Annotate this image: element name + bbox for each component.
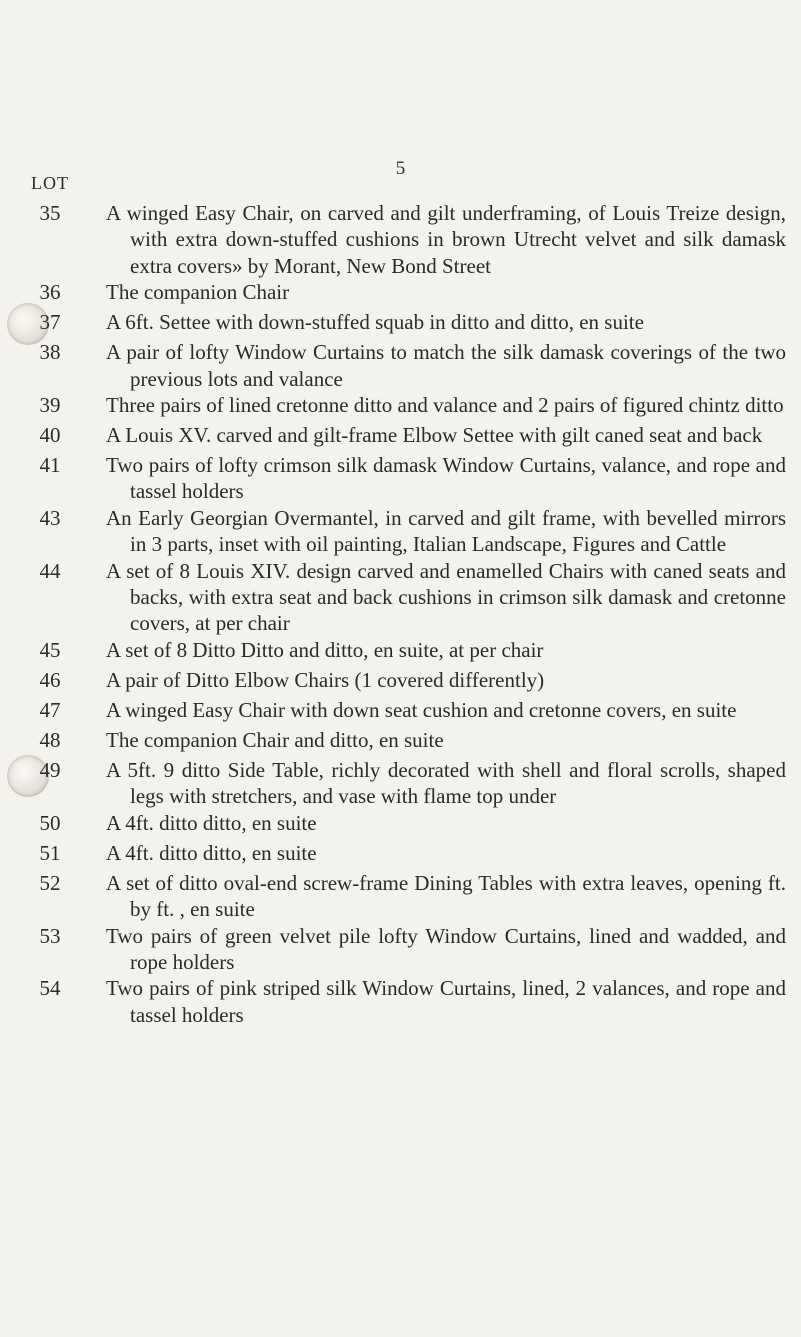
lot-description: A 6ft. Settee with down-stuffed squab in ditto and ditto, en suite — [106, 310, 644, 335]
lot-entry — [0, 637, 801, 667]
lot-number: 52 — [39, 870, 61, 895]
lot-description: A winged Easy Chair with down seat cushion and cretonne covers, en suite — [106, 697, 737, 722]
lot-number: 45 — [39, 637, 61, 662]
lot-entry — [0, 757, 801, 810]
lot-number: 47 — [39, 697, 61, 722]
lot-entry — [0, 923, 801, 976]
lot-entry — [0, 727, 801, 757]
lot-number: 40 — [39, 423, 61, 448]
lot-number: 43 — [39, 505, 61, 530]
lot-entry — [0, 975, 801, 1028]
lot-number: 49 — [39, 757, 61, 782]
lot-number: 50 — [39, 810, 61, 835]
lot-description: A pair of Ditto Elbow Chairs (1 covered differently) — [106, 667, 545, 692]
lot-entry — [0, 810, 801, 840]
lot-column-header: LOT — [31, 173, 69, 193]
lot-list — [0, 200, 801, 1028]
lot-description: Three pairs of lined cretonne ditto and valance and 2 pairs of figured chintz ditto — [106, 393, 784, 418]
lot-number: 53 — [39, 923, 61, 948]
lot-description: A Louis XV. carved and gilt-frame Elbow Settee with gilt caned seat and back — [106, 423, 763, 448]
lot-entry — [0, 200, 801, 279]
lot-description: A set of 8 Ditto Ditto and ditto, en suite, at per chair — [106, 637, 544, 662]
lot-number: 41 — [39, 453, 61, 478]
lot-number: 51 — [39, 840, 61, 865]
lot-entry — [0, 697, 801, 727]
lot-description: Two pairs of pink striped silk Window Curtains, lined, 2 valances, and rope and tassel holders — [106, 976, 786, 1027]
lot-number: 38 — [39, 340, 61, 365]
lot-description: A set of ditto oval-end screw-frame Dining Tables with extra leaves, opening ft. by ft. , en suite — [106, 870, 786, 922]
lot-description: The companion Chair and ditto, en suite — [106, 727, 444, 752]
lot-entry — [0, 279, 801, 309]
lot-number: 39 — [39, 393, 61, 418]
page-number: 5 — [395, 158, 406, 179]
lot-number: 36 — [39, 280, 61, 305]
lot-entry — [0, 840, 801, 870]
lot-entry — [0, 392, 801, 422]
lot-description: A winged Easy Chair, on carved and gilt underframing, of Louis Treize design, with extra down-stuffed cushions in brown Utrecht velvet and silk damask extra covers» by Morant, New Bond Street — [106, 201, 786, 278]
lot-description: A 4ft. ditto ditto, en suite — [106, 840, 317, 865]
lot-entry — [0, 452, 801, 505]
lot-description: An Early Georgian Overmantel, in carved and gilt frame, with bevelled mirrors in 3 parts, inset with oil painting, Italian Landscape, Figures and Cattle — [106, 505, 786, 557]
lot-number: 35 — [39, 201, 61, 225]
lot-entry — [0, 870, 801, 923]
lot-entry — [0, 339, 801, 392]
lot-number: 48 — [39, 727, 61, 752]
lot-entry — [0, 422, 801, 452]
lot-description: Two pairs of lofty crimson silk damask Window Curtains, valance, and rope and tassel holders — [106, 453, 786, 504]
lot-entry — [0, 667, 801, 697]
lot-number: 54 — [39, 976, 61, 1001]
lot-number: 37 — [39, 310, 61, 335]
lot-description: A set of 8 Louis XIV. design carved and enamelled Chairs with caned seats and backs, with extra seat and back cushions in crimson silk damask and cretonne covers, at per chair — [106, 558, 786, 636]
lot-entry — [0, 558, 801, 637]
lot-description: A pair of lofty Window Curtains to match the silk damask coverings of the two previous lots and valance — [106, 340, 786, 391]
lot-description: Two pairs of green velvet pile lofty Window Curtains, lined and wadded, and rope holders — [106, 923, 786, 974]
lot-entry — [0, 309, 801, 339]
lot-number: 44 — [39, 558, 61, 583]
lot-number: 46 — [39, 667, 61, 692]
lot-description: A 5ft. 9 ditto Side Table, richly decorated with shell and floral scrolls, shaped legs with stretchers, and vase with flame top under — [106, 757, 786, 809]
lot-entry — [0, 505, 801, 558]
lot-description: A 4ft. ditto ditto, en suite — [106, 810, 317, 835]
lot-description: The companion Chair — [106, 280, 290, 305]
